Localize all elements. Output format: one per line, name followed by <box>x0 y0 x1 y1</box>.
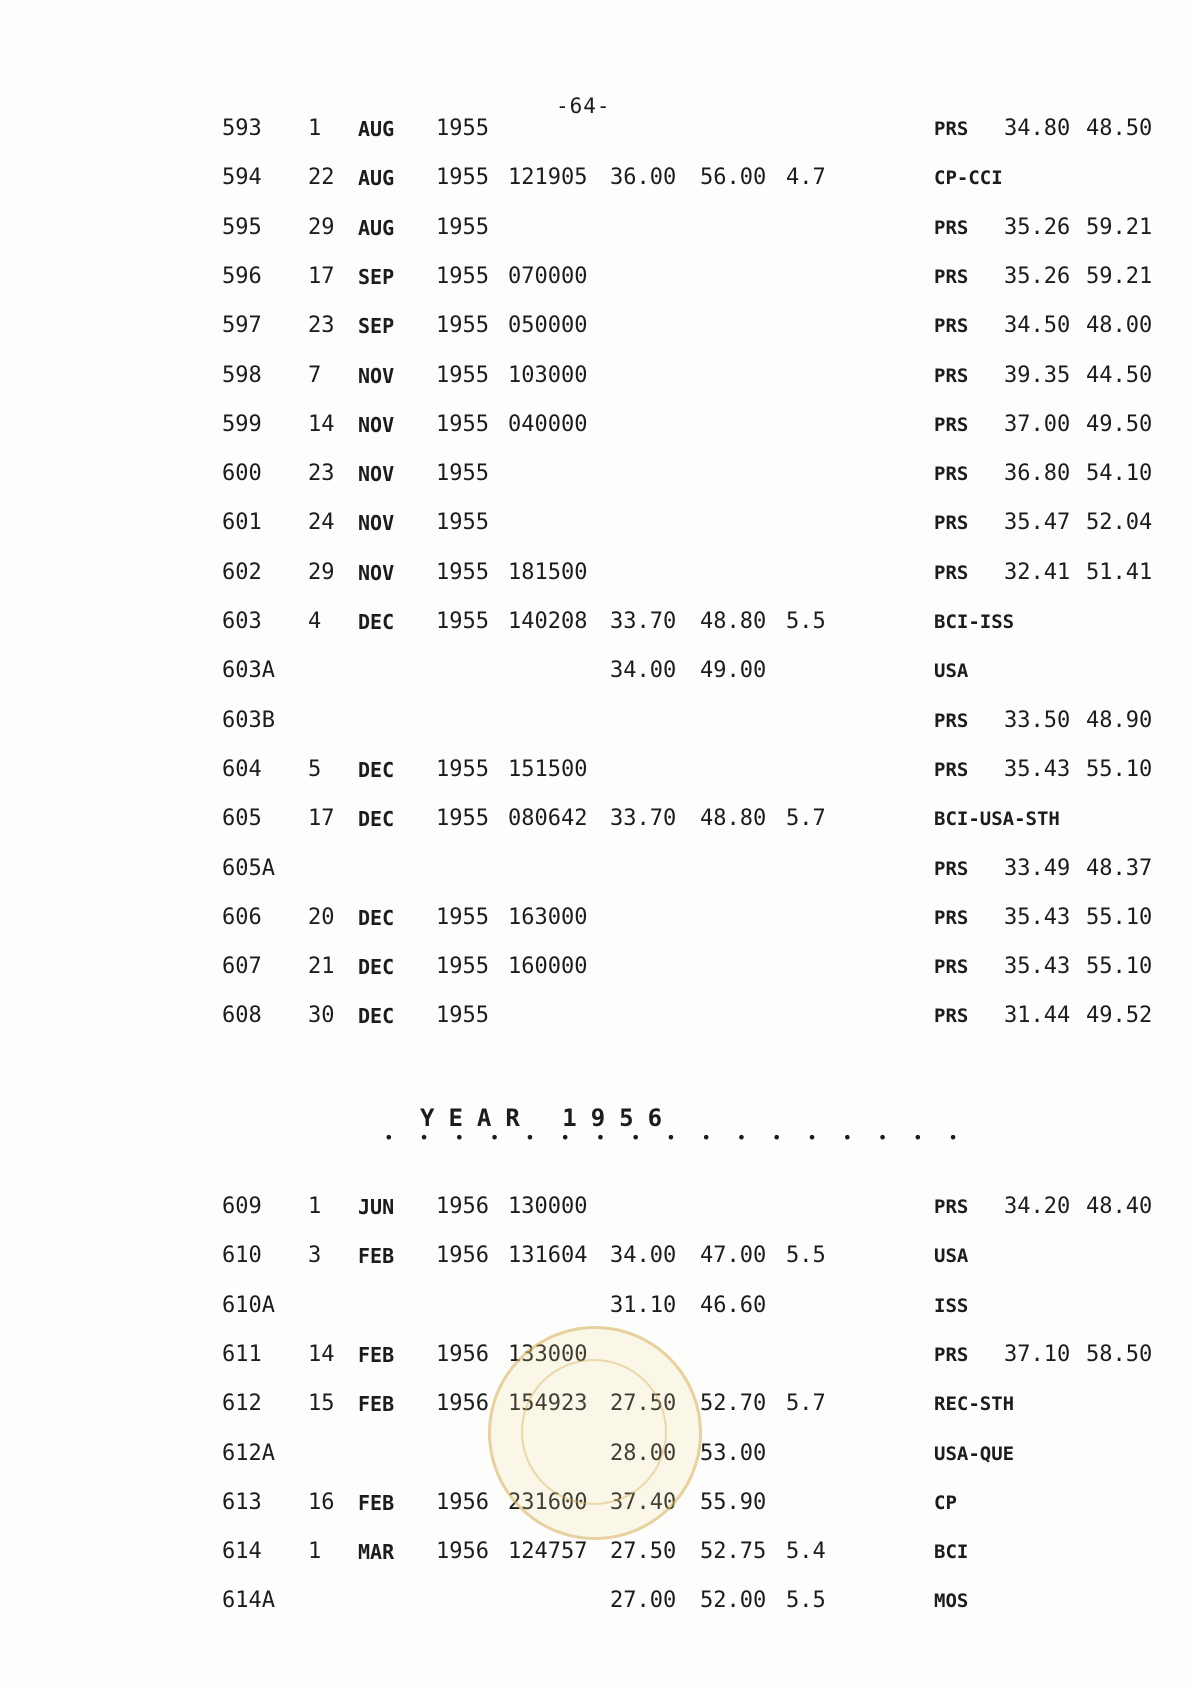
cell-mon: SEP <box>358 314 395 339</box>
cell-slat: 31.44 <box>1004 1003 1071 1029</box>
cell-yr: 1955 <box>436 116 489 141</box>
cell-src: PRS <box>934 118 969 140</box>
table-row <box>0 901 1191 935</box>
cell-no: 612A <box>222 1440 275 1466</box>
cell-yr: 1955 <box>436 904 489 930</box>
cell-slat: 34.50 <box>1004 313 1071 339</box>
table-row <box>0 753 1191 787</box>
cell-lon: 52.00 <box>700 1588 767 1614</box>
cell-slon: 55.10 <box>1086 954 1153 980</box>
cell-day: 23 <box>308 313 335 339</box>
cell-slon: 49.52 <box>1086 1003 1153 1029</box>
cell-no: 611 <box>222 1341 262 1367</box>
cell-no: 610 <box>222 1243 262 1269</box>
cell-lat: 27.00 <box>610 1588 677 1614</box>
cell-time: 103000 <box>508 362 588 388</box>
cell-slat: 33.49 <box>1004 855 1071 881</box>
cell-yr: 1955 <box>436 609 489 634</box>
table-row <box>0 605 1191 639</box>
cell-time: 131604 <box>508 1243 588 1269</box>
cell-src: PRS <box>934 265 969 288</box>
cell-day: 24 <box>308 510 335 536</box>
cell-yr: 1955 <box>436 806 489 832</box>
cell-src: MOS <box>934 1590 969 1613</box>
cell-yr: 1955 <box>436 1003 489 1029</box>
cell-time: 080642 <box>508 806 588 832</box>
cell-no: 593 <box>222 116 262 141</box>
cell-src: PRS <box>934 512 969 535</box>
cell-mon: FEB <box>358 1490 395 1515</box>
table-row <box>0 408 1191 442</box>
table-row <box>0 506 1191 540</box>
cell-slat: 32.41 <box>1004 559 1071 585</box>
cell-lat: 33.70 <box>610 609 677 634</box>
cell-lat: 34.00 <box>610 658 677 684</box>
cell-mon: JUN <box>358 1195 395 1219</box>
cell-lat: 27.50 <box>610 1391 677 1417</box>
cell-day: 5 <box>308 756 322 782</box>
cell-day: 15 <box>308 1391 335 1417</box>
cell-no: 603B <box>222 707 275 733</box>
cell-yr: 1956 <box>436 1341 489 1367</box>
cell-day: 20 <box>308 904 335 930</box>
table-row <box>0 802 1191 836</box>
cell-mon: AUG <box>358 166 395 191</box>
cell-time: 231600 <box>508 1489 588 1515</box>
cell-lat: 27.50 <box>610 1539 677 1565</box>
cell-no: 597 <box>222 313 262 339</box>
cell-src: PRS <box>934 216 969 239</box>
cell-mon: NOV <box>358 462 395 487</box>
cell-src: PRS <box>934 561 969 584</box>
table-row <box>0 112 1191 146</box>
cell-yr: 1955 <box>436 165 489 191</box>
table-row <box>0 999 1191 1033</box>
cell-no: 600 <box>222 461 262 487</box>
cell-no: 595 <box>222 214 262 240</box>
cell-yr: 1955 <box>436 313 489 339</box>
cell-day: 7 <box>308 362 322 388</box>
cell-mag: 5.4 <box>786 1539 826 1565</box>
cell-slon: 48.00 <box>1086 313 1153 339</box>
cell-slat: 33.50 <box>1004 707 1071 733</box>
cell-lon: 53.00 <box>700 1440 767 1466</box>
cell-slon: 51.41 <box>1086 559 1153 585</box>
cell-src: PRS <box>934 413 969 436</box>
cell-no: 603A <box>222 658 275 684</box>
cell-no: 604 <box>222 756 262 782</box>
cell-slon: 59.21 <box>1086 214 1153 240</box>
cell-src: PRS <box>934 463 969 486</box>
cell-yr: 1955 <box>436 214 489 240</box>
cell-lon: 56.00 <box>700 165 767 191</box>
cell-day: 1 <box>308 1194 322 1219</box>
cell-no: 605 <box>222 806 262 832</box>
cell-day: 21 <box>308 954 335 980</box>
cell-src: USA <box>934 1245 969 1268</box>
cell-time: 050000 <box>508 313 588 339</box>
cell-day: 29 <box>308 214 335 240</box>
table-row <box>0 211 1191 245</box>
cell-src: BCI-ISS <box>934 611 1015 633</box>
cell-mon: FEB <box>358 1244 395 1269</box>
cell-mon: DEC <box>358 807 395 832</box>
cell-time: 181500 <box>508 559 588 585</box>
cell-slon: 58.50 <box>1086 1341 1153 1367</box>
cell-yr: 1955 <box>436 263 489 289</box>
cell-mon: AUG <box>358 215 395 240</box>
table-row <box>0 1190 1191 1224</box>
cell-src: PRS <box>934 1005 969 1028</box>
cell-no: 601 <box>222 510 262 536</box>
cell-time: 140208 <box>508 609 588 634</box>
cell-slon: 59.21 <box>1086 263 1153 289</box>
cell-slat: 36.80 <box>1004 461 1071 487</box>
cell-lon: 52.75 <box>700 1539 767 1565</box>
cell-no: 608 <box>222 1003 262 1029</box>
table-row <box>0 457 1191 491</box>
table-row <box>0 161 1191 195</box>
cell-mag: 5.5 <box>786 1588 826 1614</box>
cell-time: 160000 <box>508 954 588 980</box>
table-row <box>0 309 1191 343</box>
cell-src: USA-QUE <box>934 1442 1015 1465</box>
cell-yr: 1955 <box>436 559 489 585</box>
table-row <box>0 1535 1191 1569</box>
cell-day: 23 <box>308 461 335 487</box>
cell-mon: SEP <box>358 264 395 289</box>
cell-day: 16 <box>308 1489 335 1515</box>
cell-no: 610A <box>222 1292 275 1318</box>
cell-no: 598 <box>222 362 262 388</box>
cell-no: 614 <box>222 1539 262 1565</box>
cell-mon: NOV <box>358 412 395 437</box>
cell-lat: 34.00 <box>610 1243 677 1269</box>
cell-yr: 1955 <box>436 362 489 388</box>
cell-no: 612 <box>222 1391 262 1417</box>
cell-day: 1 <box>308 1539 322 1565</box>
cell-lon: 48.80 <box>700 806 767 832</box>
cell-mon: DEC <box>358 905 395 930</box>
cell-mag: 5.5 <box>786 609 826 634</box>
table-row <box>0 556 1191 590</box>
watermark-stamp-inner <box>521 1359 667 1505</box>
cell-time: 154923 <box>508 1391 588 1417</box>
cell-src: USA <box>934 660 969 683</box>
cell-mag: 4.7 <box>786 165 826 191</box>
cell-lat: 33.70 <box>610 806 677 832</box>
cell-src: PRS <box>934 1343 969 1366</box>
cell-src: PRS <box>934 1196 969 1218</box>
cell-day: 30 <box>308 1003 335 1029</box>
cell-no: 607 <box>222 954 262 980</box>
cell-slon: 44.50 <box>1086 362 1153 388</box>
table-row <box>0 260 1191 294</box>
cell-mon: DEC <box>358 1004 395 1029</box>
cell-day: 3 <box>308 1243 322 1269</box>
cell-no: 599 <box>222 411 262 437</box>
cell-mon: DEC <box>358 955 395 980</box>
cell-no: 605A <box>222 855 275 881</box>
cell-day: 29 <box>308 559 335 585</box>
cell-slat: 35.43 <box>1004 756 1071 782</box>
cell-slat: 39.35 <box>1004 362 1071 388</box>
cell-time: 151500 <box>508 756 588 782</box>
cell-src: PRS <box>934 758 969 781</box>
cell-time: 040000 <box>508 411 588 437</box>
watermark-stamp <box>488 1326 702 1540</box>
cell-slon: 49.50 <box>1086 411 1153 437</box>
cell-no: 613 <box>222 1489 262 1515</box>
page-number: -64- <box>556 94 611 118</box>
cell-slon: 54.10 <box>1086 461 1153 487</box>
cell-yr: 1955 <box>436 756 489 782</box>
cell-slon: 48.40 <box>1086 1194 1153 1219</box>
cell-no: 603 <box>222 609 262 634</box>
cell-no: 609 <box>222 1194 262 1219</box>
cell-yr: 1956 <box>436 1194 489 1219</box>
table-row <box>0 704 1191 738</box>
table-row <box>0 950 1191 984</box>
cell-day: 14 <box>308 411 335 437</box>
cell-lat: 36.00 <box>610 165 677 191</box>
cell-no: 606 <box>222 904 262 930</box>
cell-yr: 1956 <box>436 1391 489 1417</box>
cell-lat: 28.00 <box>610 1440 677 1466</box>
cell-slat: 34.80 <box>1004 116 1071 141</box>
cell-day: 4 <box>308 609 322 634</box>
cell-src: PRS <box>934 364 969 387</box>
cell-time: 130000 <box>508 1194 588 1219</box>
cell-time: 133000 <box>508 1341 588 1367</box>
cell-slat: 34.20 <box>1004 1194 1071 1219</box>
cell-no: 602 <box>222 559 262 585</box>
cell-src: PRS <box>934 956 969 979</box>
cell-src: ISS <box>934 1294 969 1317</box>
table-row <box>0 1584 1191 1618</box>
cell-lon: 52.70 <box>700 1391 767 1417</box>
cell-src: BCI <box>934 1541 969 1564</box>
table-row <box>0 1289 1191 1323</box>
table-row <box>0 1239 1191 1273</box>
cell-mon: NOV <box>358 560 395 585</box>
cell-day: 17 <box>308 806 335 832</box>
cell-yr: 1956 <box>436 1539 489 1565</box>
cell-mag: 5.7 <box>786 806 826 832</box>
table-row <box>0 359 1191 393</box>
cell-src: PRS <box>934 857 969 880</box>
cell-src: CP <box>934 1491 957 1514</box>
cell-src: PRS <box>934 906 969 929</box>
cell-no: 596 <box>222 263 262 289</box>
table-row <box>0 654 1191 688</box>
year-dots: • • • • • • • • • • • • • • • • • <box>384 1128 966 1147</box>
cell-yr: 1955 <box>436 411 489 437</box>
cell-mag: 5.7 <box>786 1391 826 1417</box>
table-row <box>0 852 1191 886</box>
cell-lon: 46.60 <box>700 1292 767 1318</box>
cell-time: 124757 <box>508 1539 588 1565</box>
cell-slon: 48.90 <box>1086 707 1153 733</box>
cell-mon: DEC <box>358 757 395 782</box>
cell-slat: 35.47 <box>1004 510 1071 536</box>
cell-lon: 55.90 <box>700 1489 767 1515</box>
cell-mon: DEC <box>358 610 395 634</box>
cell-slon: 55.10 <box>1086 756 1153 782</box>
cell-src: PRS <box>934 315 969 338</box>
year-header: YEAR 1956 <box>420 1104 677 1132</box>
cell-src: PRS <box>934 709 969 732</box>
cell-mon: AUG <box>358 117 395 141</box>
cell-time: 121905 <box>508 165 588 191</box>
cell-no: 594 <box>222 165 262 191</box>
cell-src: BCI-USA-STH <box>934 808 1060 831</box>
cell-slon: 52.04 <box>1086 510 1153 536</box>
cell-lon: 49.00 <box>700 658 767 684</box>
cell-slat: 35.26 <box>1004 214 1071 240</box>
cell-yr: 1955 <box>436 510 489 536</box>
cell-slat: 37.10 <box>1004 1341 1071 1367</box>
cell-lat: 37.40 <box>610 1489 677 1515</box>
cell-yr: 1956 <box>436 1489 489 1515</box>
cell-lon: 48.80 <box>700 609 767 634</box>
cell-lon: 47.00 <box>700 1243 767 1269</box>
cell-day: 17 <box>308 263 335 289</box>
cell-slon: 48.50 <box>1086 116 1153 141</box>
cell-slat: 37.00 <box>1004 411 1071 437</box>
cell-yr: 1955 <box>436 461 489 487</box>
cell-slon: 48.37 <box>1086 855 1153 881</box>
cell-src: CP-CCI <box>934 167 1003 190</box>
cell-time: 070000 <box>508 263 588 289</box>
cell-day: 22 <box>308 165 335 191</box>
cell-mon: MAR <box>358 1540 395 1565</box>
cell-mon: FEB <box>358 1342 395 1367</box>
cell-yr: 1955 <box>436 954 489 980</box>
cell-slon: 55.10 <box>1086 904 1153 930</box>
cell-mag: 5.5 <box>786 1243 826 1269</box>
cell-no: 614A <box>222 1588 275 1614</box>
cell-src: REC-STH <box>934 1393 1015 1416</box>
cell-mon: NOV <box>358 363 395 388</box>
cell-time: 163000 <box>508 904 588 930</box>
cell-day: 1 <box>308 116 322 141</box>
cell-slat: 35.43 <box>1004 954 1071 980</box>
cell-yr: 1956 <box>436 1243 489 1269</box>
cell-day: 14 <box>308 1341 335 1367</box>
cell-lat: 31.10 <box>610 1292 677 1318</box>
cell-slat: 35.43 <box>1004 904 1071 930</box>
cell-mon: NOV <box>358 511 395 536</box>
cell-mon: FEB <box>358 1392 395 1417</box>
cell-slat: 35.26 <box>1004 263 1071 289</box>
